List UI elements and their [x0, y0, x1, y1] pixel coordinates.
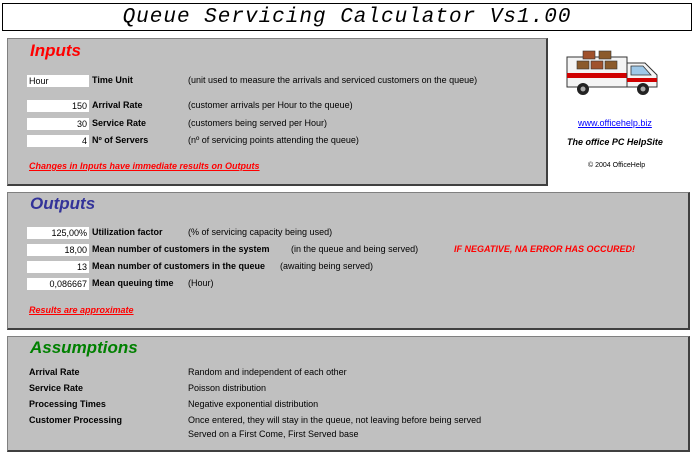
negative-warning: IF NEGATIVE, NA ERROR HAS OCCURED!: [454, 244, 636, 254]
queuing-time-value: 0,086667: [27, 278, 89, 290]
servers-label: Nº of Servers: [92, 135, 149, 145]
customers-queue-label: Mean number of customers in the queue: [92, 261, 266, 271]
outputs-heading: Outputs: [30, 194, 96, 213]
outputs-panel: [7, 192, 690, 330]
customers-queue-desc: (awaiting being served): [280, 261, 374, 271]
customers-system-desc: (in the queue and being served): [291, 244, 419, 254]
utilization-desc: (% of servicing capacity being used): [188, 227, 333, 237]
customers-system-label: Mean number of customers in the system: [92, 244, 270, 254]
servers-input[interactable]: 4: [27, 135, 89, 147]
assumption-processing-label: Processing Times: [29, 399, 106, 409]
servers-desc: (nº of servicing points attending the queue): [188, 135, 359, 145]
assumption-arrival-desc: Random and independent of each other: [188, 367, 347, 377]
time-unit-input[interactable]: Hour: [27, 75, 89, 87]
assumption-service-label: Service Rate: [29, 383, 84, 393]
copyright: © 2004 OfficeHelp: [588, 162, 646, 169]
queuing-time-desc: (Hour): [188, 278, 214, 288]
assumption-processing-desc: Negative exponential distribution: [188, 399, 319, 409]
assumption-customer-extra: Served on a First Come, First Served base: [188, 429, 359, 439]
assumption-customer-label: Customer Processing: [29, 415, 123, 425]
customers-system-value: 18,00: [27, 244, 89, 256]
assumptions-heading: Assumptions: [30, 338, 138, 357]
inputs-note: Changes in Inputs have immediate results on Outputs: [29, 161, 260, 171]
service-rate-desc: (customers being served per Hour): [188, 118, 328, 128]
assumption-service-desc: Poisson distribution: [188, 383, 267, 393]
assumptions-panel: [7, 336, 690, 452]
arrival-rate-label: Arrival Rate: [92, 100, 143, 110]
customers-queue-value: 13: [27, 261, 89, 273]
outputs-note: Results are approximate: [29, 305, 134, 315]
utilization-value: 125,00%: [27, 227, 89, 239]
service-rate-input[interactable]: 30: [27, 118, 89, 130]
officehelp-link[interactable]: www.officehelp.biz: [578, 118, 652, 128]
tagline: The office PC HelpSite: [567, 137, 663, 147]
arrival-rate-desc: (customer arrivals per Hour to the queue): [188, 100, 353, 110]
time-unit-desc: (unit used to measure the arrivals and serviced customers on the queue): [188, 75, 478, 85]
time-unit-label: Time Unit: [92, 75, 133, 85]
assumption-arrival-label: Arrival Rate: [29, 367, 80, 377]
inputs-heading: Inputs: [30, 41, 81, 60]
page-title: Queue Servicing Calculator Vs1.00: [2, 3, 692, 31]
assumption-customer-desc: Once entered, they will stay in the queue, not leaving before being served: [188, 415, 482, 425]
inputs-panel: [7, 38, 548, 186]
service-rate-label: Service Rate: [92, 118, 147, 128]
queuing-time-label: Mean queuing time: [92, 278, 174, 288]
utilization-label: Utilization factor: [92, 227, 163, 237]
arrival-rate-input[interactable]: 150: [27, 100, 89, 112]
delivery-truck-icon: [563, 43, 663, 103]
